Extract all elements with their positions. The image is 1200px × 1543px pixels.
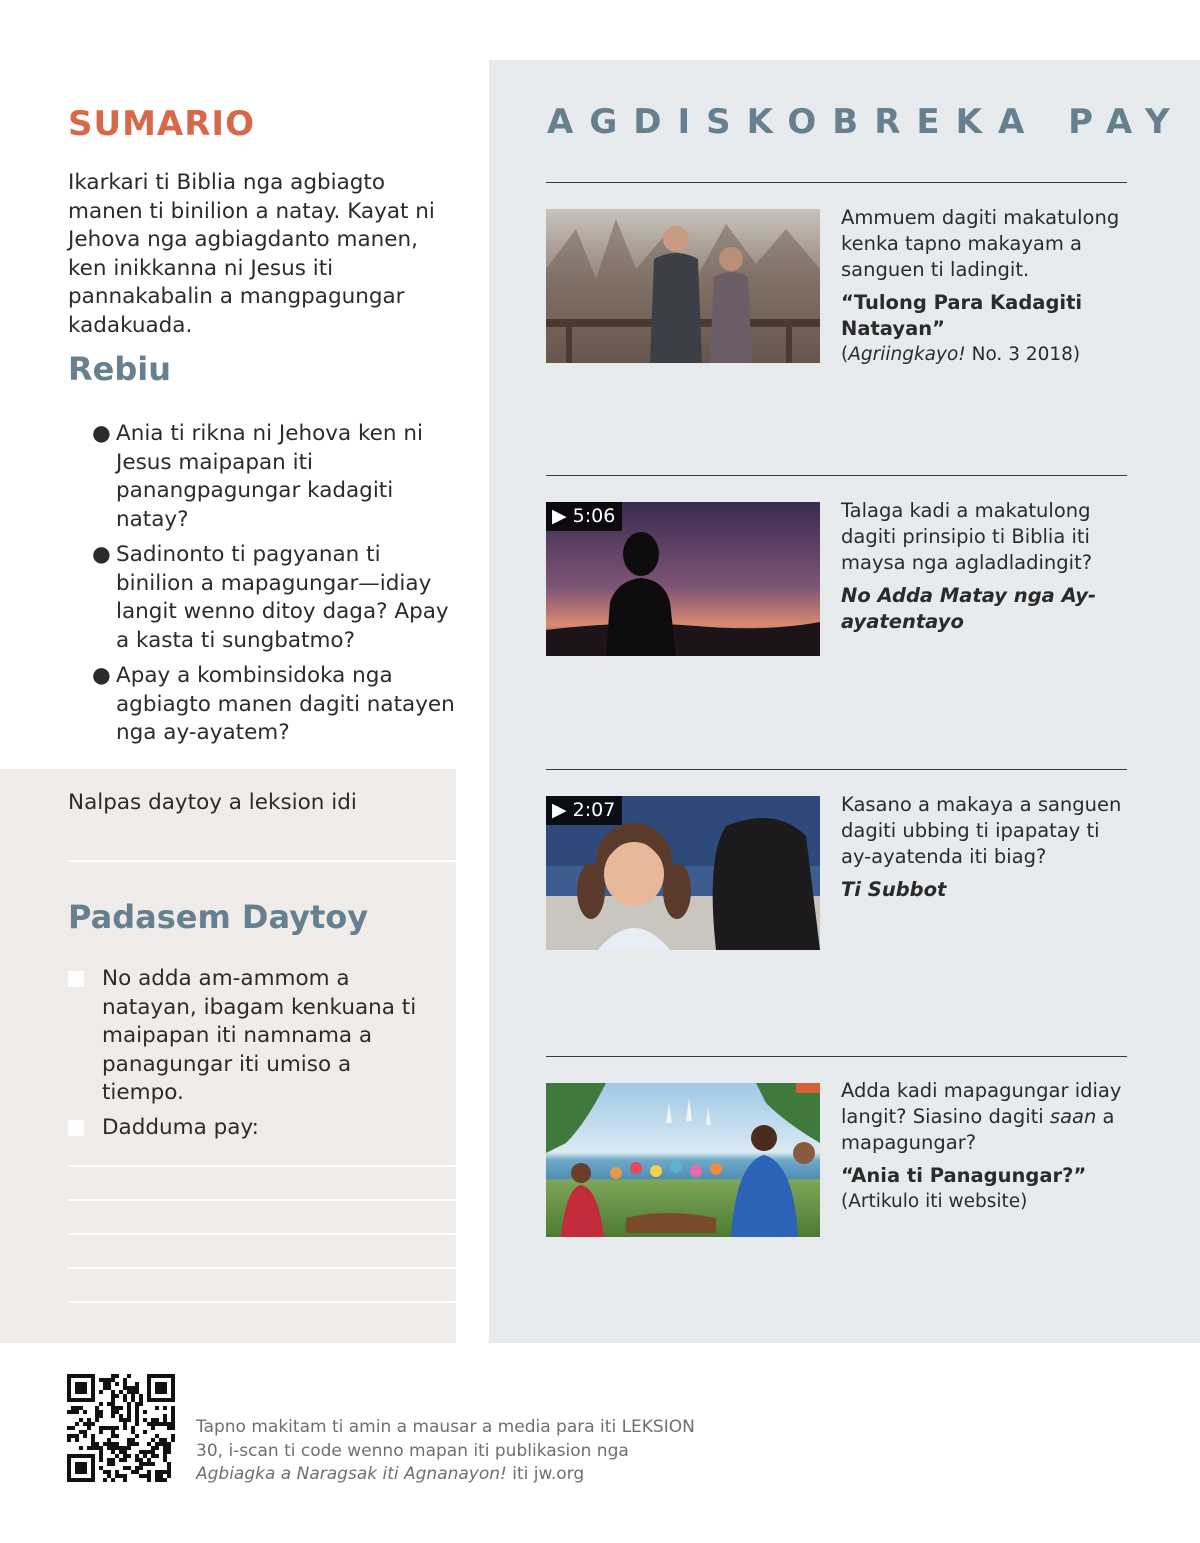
review-heading: Rebiu bbox=[68, 350, 171, 388]
review-question bbox=[92, 420, 462, 534]
divider bbox=[546, 475, 1127, 476]
review-question-text: Sadinonto ti pagyanan ti binilion a mapagungar—idiay langit wenno ditoy daga? Apay a kasta ti sungbatmo? bbox=[116, 542, 449, 653]
video-thumbnail[interactable] bbox=[546, 796, 820, 950]
checkbox-icon[interactable] bbox=[68, 971, 84, 987]
resource-item bbox=[841, 498, 1131, 635]
discover-heading: AGDISKOBREKA PAY bbox=[547, 102, 1186, 142]
finished-date-label: Nalpas daytoy a leksion idi bbox=[68, 790, 357, 815]
video-duration: 5:06 bbox=[572, 505, 616, 527]
write-line[interactable] bbox=[68, 1233, 456, 1235]
play-icon: ▶ bbox=[552, 799, 567, 821]
review-question-list bbox=[92, 420, 462, 755]
video-duration: 2:07 bbox=[572, 799, 616, 821]
bullet-icon: ● bbox=[92, 421, 111, 446]
resource-description bbox=[841, 1078, 1131, 1156]
qr-code-icon[interactable] bbox=[67, 1374, 175, 1486]
play-icon: ▶ bbox=[552, 505, 567, 527]
write-line[interactable] bbox=[68, 1301, 456, 1303]
source-issue: No. 3 2018) bbox=[965, 344, 1081, 365]
review-question-text: Apay a kombinsidoka nga agbiagto manen dagiti natayen nga ay-ayatem? bbox=[116, 663, 455, 745]
review-question bbox=[92, 662, 462, 748]
resource-item bbox=[841, 1078, 1131, 1215]
bullet-icon: ● bbox=[92, 663, 111, 688]
divider bbox=[546, 769, 1127, 770]
write-line[interactable] bbox=[68, 1267, 456, 1269]
description-part: a mapagungar? bbox=[841, 1105, 1115, 1154]
try-this-heading: Padasem Daytoy bbox=[68, 898, 369, 936]
resource-title[interactable]: “Ania ti Panagungar?” bbox=[841, 1164, 1087, 1187]
review-question bbox=[92, 541, 462, 655]
write-line[interactable] bbox=[68, 1199, 456, 1201]
resource-title[interactable]: No Adda Matay nga Ay-ayatentayo bbox=[841, 584, 1097, 633]
task-item bbox=[68, 1114, 438, 1143]
resource-description: Talaga kadi a makatulong dagiti prinsipio ti Biblia iti maysa nga agladladingit? bbox=[841, 499, 1093, 574]
summary-heading: SUMARIO bbox=[68, 104, 255, 144]
description-emphasis: saan bbox=[1049, 1105, 1097, 1128]
footer-note bbox=[196, 1416, 696, 1487]
finished-date-line[interactable] bbox=[68, 860, 456, 862]
summary-text: Ikarkari ti Biblia nga agbiagto manen ti binilion a natay. Kayat ni Jehova nga agbiagdanto manen, ken inikkanna ni Jesus iti pannakabalin a mangpagungar kadakuada. bbox=[68, 170, 435, 338]
task-item bbox=[68, 965, 438, 1108]
footer-text: iti jw.org bbox=[506, 1464, 585, 1484]
source-publication: Agriingkayo! bbox=[848, 344, 966, 365]
checkbox-icon[interactable] bbox=[68, 1120, 84, 1136]
paradise-illustration-thumbnail[interactable] bbox=[546, 1083, 820, 1237]
review-question-text: Ania ti rikna ni Jehova ken ni Jesus maipapan iti panangpagungar kadagiti natay? bbox=[116, 421, 423, 532]
resource-item bbox=[841, 205, 1131, 368]
footer-text: Tapno makitam ti amin a mausar a media para iti LEKSION 30, i-scan ti code wenno mapan iti publikasion nga bbox=[196, 1417, 695, 1461]
source-paren: ( bbox=[841, 344, 849, 365]
resource-title[interactable]: “Tulong Para Kadagiti Natayan” bbox=[841, 291, 1083, 340]
description-part: Adda kadi mapagungar idiay langit? Siasino dagiti bbox=[841, 1079, 1122, 1128]
video-duration-badge bbox=[546, 796, 622, 825]
resource-source bbox=[841, 342, 1131, 368]
resource-description: Ammuem dagiti makatulong kenka tapno makayam a sanguen ti ladingit. bbox=[841, 206, 1120, 281]
resource-description: Kasano a makaya a sanguen dagiti ubbing ti ipapatay ti ay-ayatenda iti biag? bbox=[841, 793, 1122, 868]
couple-photo-thumbnail[interactable] bbox=[546, 209, 820, 363]
write-line[interactable] bbox=[68, 1165, 456, 1167]
footer-publication: Agbiagka a Naragsak iti Agnanayon! bbox=[196, 1464, 507, 1484]
bullet-icon: ● bbox=[92, 542, 111, 567]
video-duration-badge bbox=[546, 502, 622, 531]
resource-source: (Artikulo iti website) bbox=[841, 1191, 1028, 1212]
divider bbox=[546, 182, 1127, 183]
task-text: Dadduma pay: bbox=[102, 1115, 259, 1140]
divider bbox=[546, 1056, 1127, 1057]
task-text: No adda am-ammom a natayan, ibagam kenkuana ti maipapan iti namnama a panagungar iti umiso a tiempo. bbox=[102, 966, 417, 1105]
video-thumbnail[interactable] bbox=[546, 502, 820, 656]
resource-title[interactable]: Ti Subbot bbox=[841, 878, 947, 901]
resource-item bbox=[841, 792, 1131, 903]
